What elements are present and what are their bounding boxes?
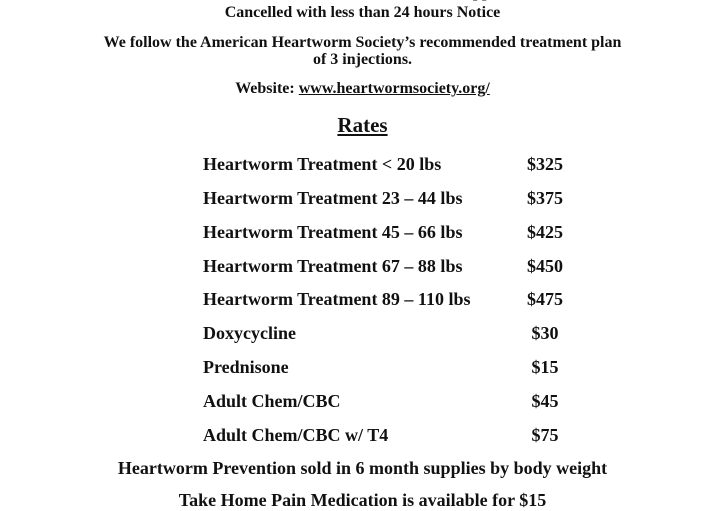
rate-name: Heartworm Treatment < 20 lbs bbox=[203, 154, 442, 174]
rate-name: Adult Chem/CBC w/ T4 bbox=[203, 425, 389, 445]
cut-off-top-line bbox=[0, 0, 725, 2]
rate-price: $450 bbox=[527, 256, 563, 276]
cancellation-notice: Cancelled with less than 24 hours Notice bbox=[224, 4, 501, 21]
rate-row bbox=[0, 222, 725, 246]
rate-price: $30 bbox=[531, 323, 559, 343]
treatment-plan-line-2: of 3 injections. bbox=[312, 51, 413, 68]
rate-price: $15 bbox=[531, 357, 559, 377]
rate-name: Heartworm Treatment 45 – 66 lbs bbox=[203, 222, 463, 242]
rate-name: Doxycycline bbox=[203, 323, 296, 343]
rates-heading: Rates bbox=[337, 113, 388, 137]
rate-price: $325 bbox=[527, 154, 563, 174]
rate-price: $475 bbox=[527, 289, 563, 309]
treatment-plan-line-1: We follow the American Heartworm Society’s recommended treatment plan bbox=[103, 34, 622, 51]
website-label: Website: bbox=[235, 80, 295, 97]
rate-name: Heartworm Treatment 23 – 44 lbs bbox=[203, 188, 463, 208]
rate-price: $425 bbox=[527, 222, 563, 242]
rate-row bbox=[0, 391, 725, 415]
cut-off-bottom-line: Take Home Pain Medication is available for $15 bbox=[178, 490, 547, 510]
rate-row bbox=[0, 425, 725, 449]
rate-row bbox=[0, 188, 725, 212]
rate-name: Heartworm Treatment 89 – 110 lbs bbox=[203, 289, 471, 309]
rate-row bbox=[0, 357, 725, 381]
rate-name: Prednisone bbox=[203, 357, 289, 377]
rate-name: Heartworm Treatment 67 – 88 lbs bbox=[203, 256, 463, 276]
rate-price: $375 bbox=[527, 188, 563, 208]
rate-row bbox=[0, 256, 725, 280]
website-line bbox=[0, 80, 725, 98]
rate-row bbox=[0, 289, 725, 313]
rate-row bbox=[0, 323, 725, 347]
rate-price: $75 bbox=[531, 425, 559, 445]
rate-row bbox=[0, 154, 725, 178]
rate-price: $45 bbox=[531, 391, 559, 411]
prevention-note: Heartworm Prevention sold in 6 month supplies by body weight bbox=[117, 458, 608, 478]
website-link[interactable]: www.heartwormsociety.org/ bbox=[298, 80, 490, 97]
rate-name: Adult Chem/CBC bbox=[203, 391, 341, 411]
